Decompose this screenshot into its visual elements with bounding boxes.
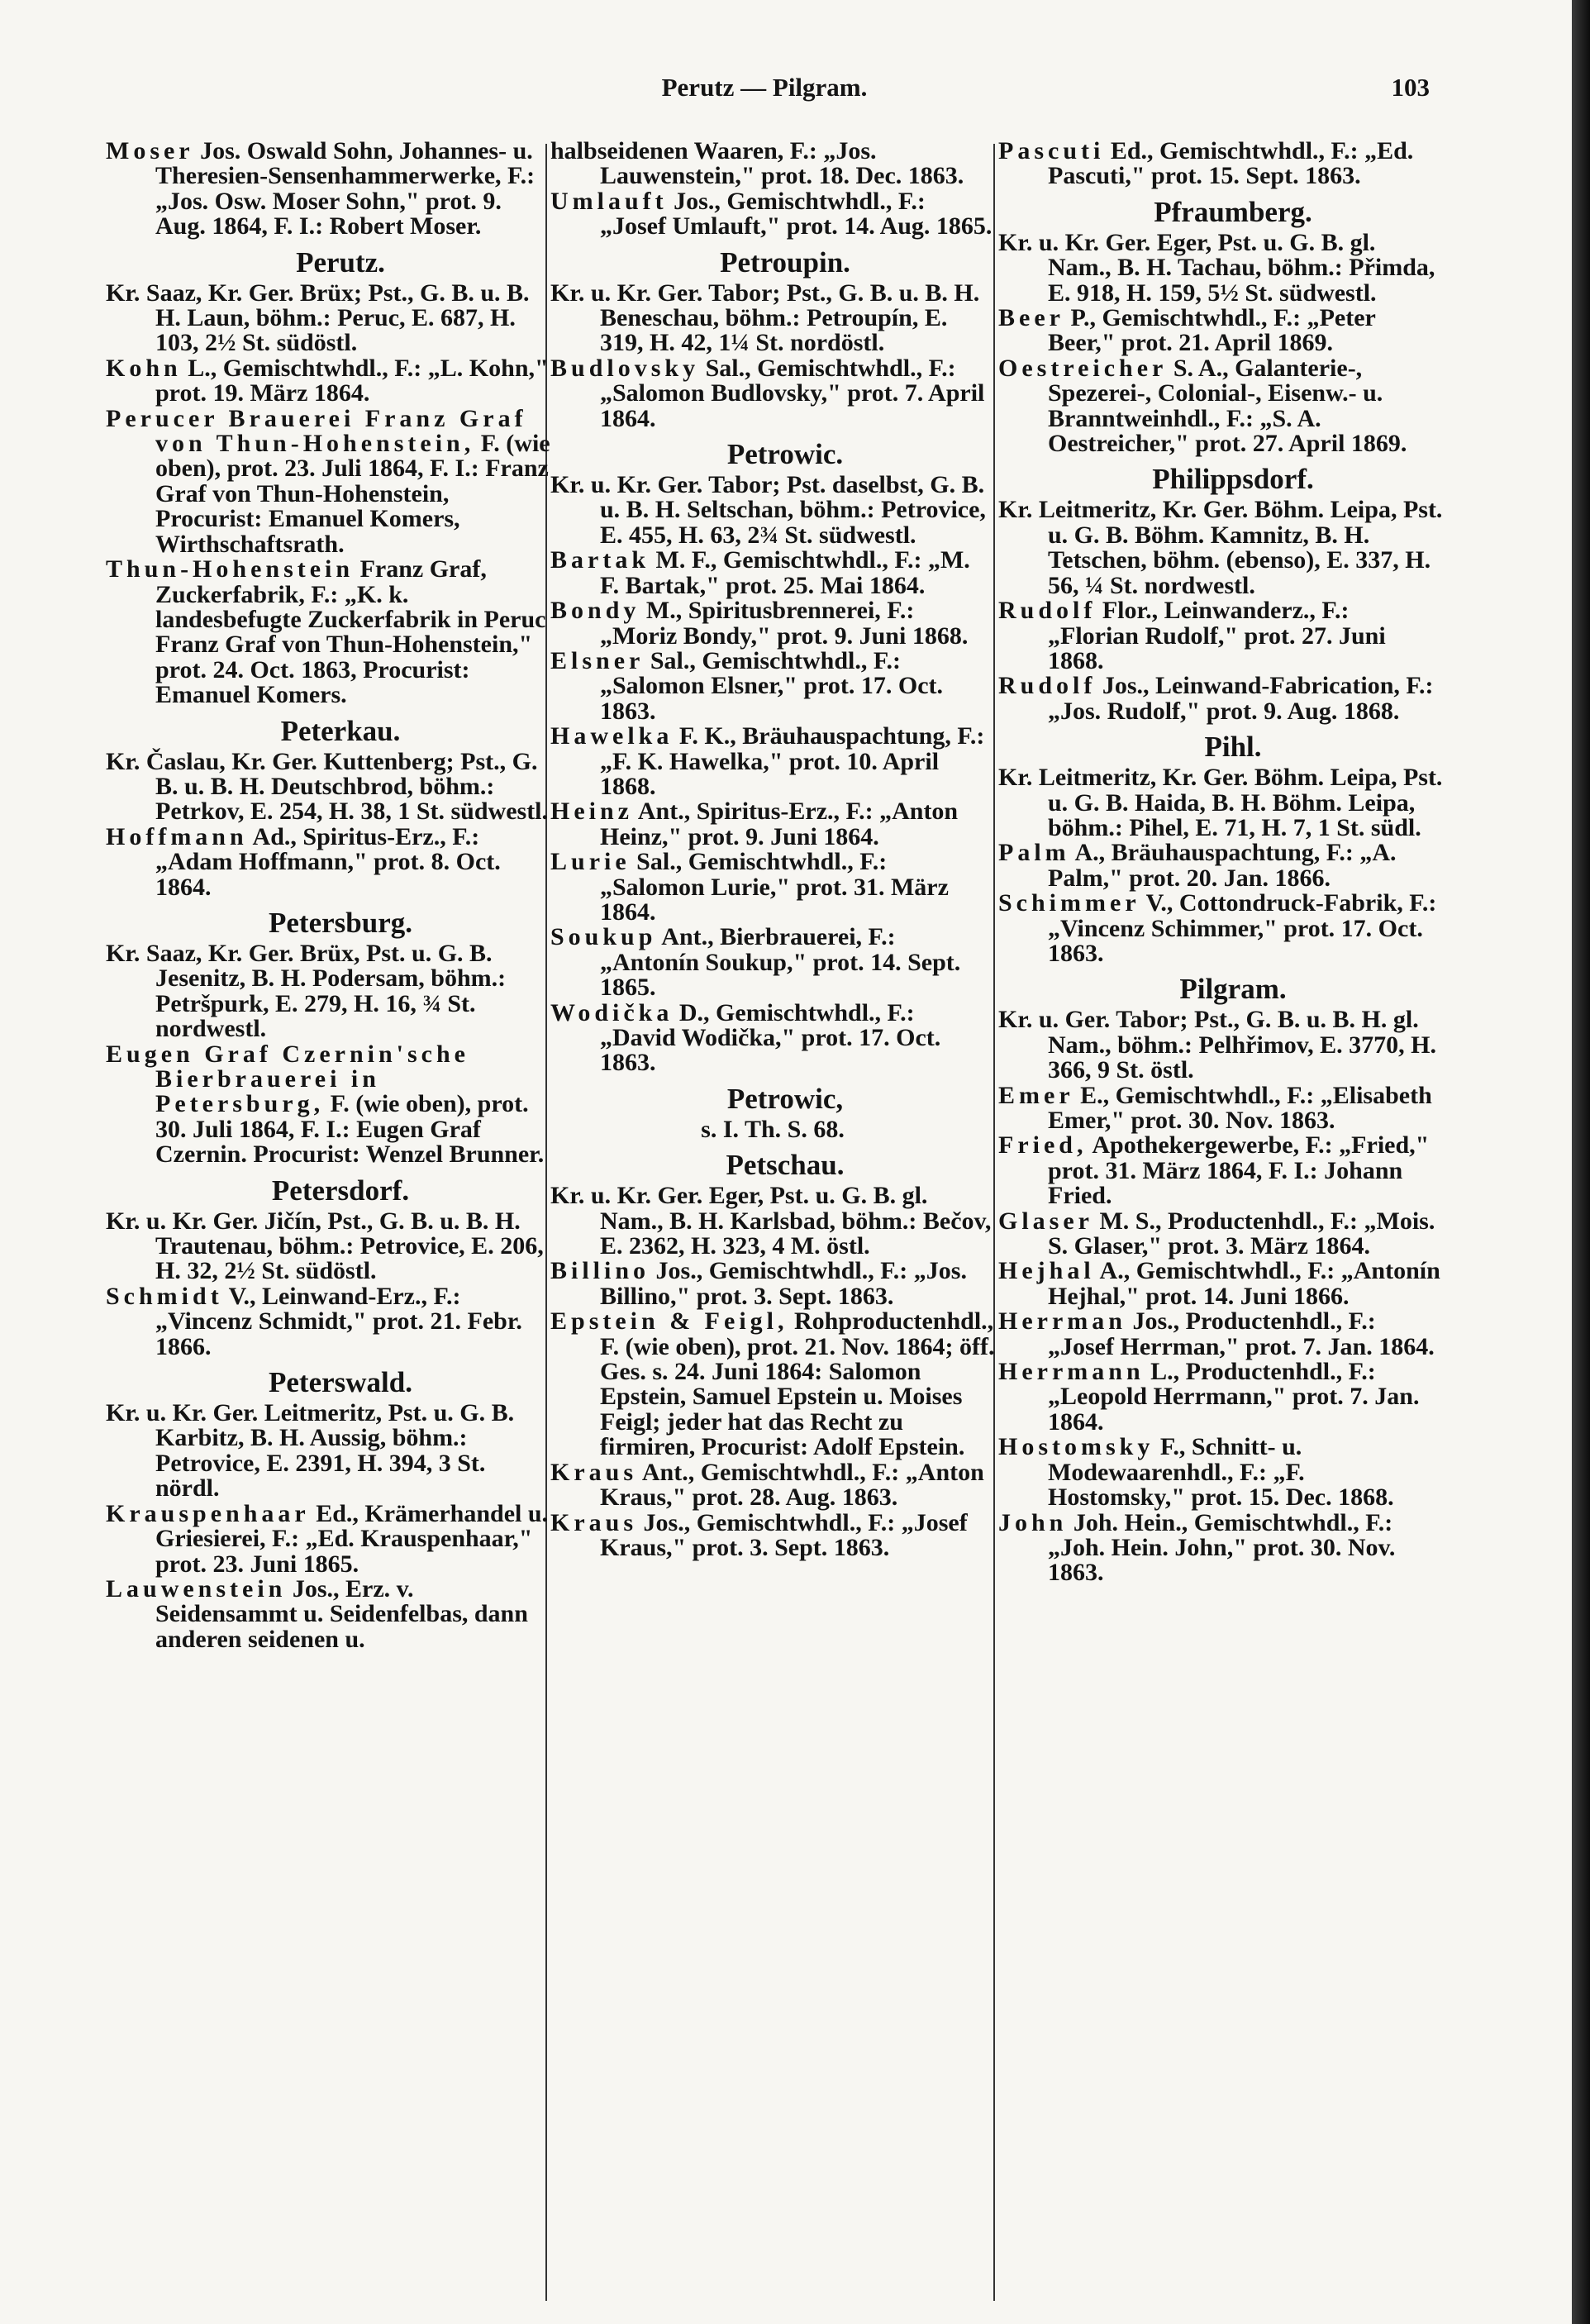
entry-text: Ad., Spiritus-Erz., F.: „Adam Hoffmann," prot. 8. Oct. 1864. [155, 822, 501, 901]
directory-entry [998, 1309, 1443, 1360]
directory-entry [106, 1574, 550, 1653]
entry-text: D., Gemischtwhdl., F.: „David Wodička," prot. 17. Oct. 1863. [600, 998, 941, 1077]
directory-entry [106, 941, 550, 1042]
directory-entry [550, 1309, 995, 1460]
entry-name: Schmidt [106, 1282, 223, 1310]
directory-entry [106, 557, 550, 707]
entry-text: Ant., Spiritus-Erz., F.: „Anton Heinz," prot. 9. Juni 1864. [600, 798, 959, 850]
entry-name: Kraus [550, 1508, 638, 1536]
entry-name: Lauwenstein [106, 1574, 287, 1603]
place-heading: Pilgram. [1179, 973, 1287, 1006]
directory-entry [998, 1209, 1443, 1260]
directory-entry [998, 356, 1443, 457]
entry-text: Jos., Erz. v. Seidensammt u. Seidenfelbas, dann anderen seidenen u. [155, 1574, 528, 1653]
entry-name: Hostomsky [998, 1433, 1154, 1461]
entry-name: Rudolf [998, 597, 1097, 625]
directory-entry [998, 841, 1443, 891]
directory-entry [998, 674, 1443, 724]
directory-entry [998, 891, 1443, 966]
entry-name: Billino [550, 1257, 650, 1285]
directory-entry [998, 598, 1443, 674]
entry-text: halbseidenen Waaren, F.: „Jos. Lauwenstein," prot. 18. Dec. 1863. [550, 137, 964, 190]
entry-name: Perucer Brauerei Franz Graf von Thun-Hohenstein, [106, 404, 527, 458]
directory-entry [550, 548, 995, 598]
entry-name: Lurie [550, 848, 631, 876]
directory-entry [998, 306, 1443, 356]
directory-entry [998, 1133, 1443, 1208]
entry-text: L., Gemischtwhdl., F.: „L. Kohn," prot. 19. März 1864. [155, 354, 549, 407]
entry-text: Franz Graf, Zuckerfabrik, F.: „K. k. landesbefugte Zuckerfabrik in Peruc Franz Graf von Thun-Hohenstein," prot. 24. Oct. 1863, Procurist: Emanuel Komers. [155, 555, 546, 709]
directory-entry [550, 189, 995, 240]
entry-name: Hejhal [998, 1257, 1095, 1285]
place-heading: Petrowic. [726, 438, 844, 471]
scan-edge [1572, 0, 1590, 2324]
directory-entry [550, 724, 995, 799]
entry-name: Hawelka [550, 722, 674, 750]
directory-entry [998, 1508, 1443, 1587]
entry-text: Kr. u. Kr. Ger. Tabor; Pst., G. B. u. B. H. Beneschau, böhm.: Petroupín, E. 319, H. 42, 1¼ St. nordöstl. [550, 279, 980, 357]
entry-text: Jos., Productenhdl., F.: „Josef Herrman," prot. 7. Jan. 1864. [1048, 1307, 1435, 1360]
directory-entry [550, 1183, 995, 1259]
entry-text: Apothekergewerbe, F.: „Fried," prot. 31. März 1864, F. I.: Johann Fried. [1048, 1131, 1430, 1210]
column-2 [550, 139, 995, 1560]
entry-text: V., Leinwand-Erz., F.: „Vincenz Schmidt," prot. 21. Febr. 1866. [155, 1282, 522, 1360]
column-1 [106, 139, 550, 1652]
entry-name: Soukup [550, 923, 657, 951]
directory-entry [106, 281, 550, 356]
directory-entry [550, 1259, 995, 1309]
directory-entry [998, 1435, 1443, 1510]
column-3 [998, 139, 1443, 1586]
entry-text: Sal., Gemischtwhdl., F.: „Salomon Lurie," prot. 31. März 1864. [600, 848, 949, 926]
directory-entry [550, 998, 995, 1077]
entry-text: Ed., Gemischtwhdl., F.: „Ed. Pascuti," prot. 15. Sept. 1863. [1048, 137, 1414, 190]
directory-entry [550, 1460, 995, 1511]
directory-entry [550, 850, 995, 925]
entry-name: Herrman [998, 1307, 1126, 1336]
directory-entry [550, 598, 995, 649]
entry-name: Budlovsky [550, 354, 700, 382]
directory-entry [998, 1259, 1443, 1309]
place-heading: Pihl. [1204, 731, 1262, 764]
directory-entry [550, 1508, 995, 1561]
directory-entry [550, 356, 995, 431]
entry-name: Hoffmann [106, 822, 248, 850]
directory-entry [550, 139, 995, 189]
entry-name: Oestreicher [998, 354, 1168, 382]
entry-text: Kr. Časlau, Kr. Ger. Kuttenberg; Pst., G. B. u. B. H. Deutschbrod, böhm.: Petrkov, E. 254, H. 38, 1 St. südwestl. [106, 747, 549, 826]
entry-text: Rohproductenhdl., F. (wie oben), prot. 21. Nov. 1864; öff. Ges. s. 24. Juni 1864: Salomon Epstein, Samuel Epstein u. Moises Feigl; jeder hat das Recht zu firmiren, Procurist: Adolf Epstein. [600, 1307, 995, 1461]
directory-entry [998, 139, 1443, 189]
directory-entry [550, 473, 995, 548]
entry-text: Joh. Hein., Gemischtwhdl., F.: „Joh. Hein. John," prot. 30. Nov. 1863. [1048, 1508, 1396, 1587]
directory-entry [998, 498, 1443, 598]
entry-text: Jos. Oswald Sohn, Johannes- u. Theresien-Sensenhammerwerke, F.: „Jos. Osw. Moser Sohn," prot. 9. Aug. 1864, F. I.: Robert Moser. [155, 137, 536, 240]
entry-text: A., Gemischtwhdl., F.: „Antonín Hejhal," prot. 14. Juni 1866. [1048, 1257, 1440, 1310]
entry-name: Rudolf [998, 672, 1097, 700]
place-heading: Petrowic, [726, 1082, 844, 1115]
directory-entry [550, 925, 995, 1000]
entry-text: Kr. Leitmeritz, Kr. Ger. Böhm. Leipa, Pst. u. G. B. Haida, B. H. Böhm. Leipa, böhm.: Pihel, E. 71, H. 7, 1 St. südl. [998, 764, 1443, 841]
entry-name: Kohn [106, 354, 182, 382]
entry-text: Sal., Gemischtwhdl., F.: „Salomon Budlovsky," prot. 7. April 1864. [600, 354, 985, 432]
entry-text: Kr. Saaz, Kr. Ger. Brüx, Pst. u. G. B. Jesenitz, B. H. Podersam, böhm.: Petršpurk, E. 279, H. 16, ¾ St. nordwestl. [106, 939, 507, 1043]
entry-text: Flor., Leinwanderz., F.: „Florian Rudolf," prot. 27. Juni 1868. [1048, 597, 1386, 674]
place-heading: Pfraumberg. [1154, 195, 1312, 228]
entry-text: Ant., Gemischtwhdl., F.: „Anton Kraus," prot. 28. Aug. 1863. [600, 1458, 984, 1512]
directory-entry [106, 139, 550, 240]
entry-name: Emer [998, 1081, 1074, 1109]
entry-name: Epstein & Feigl, [550, 1307, 788, 1336]
entry-text: F. K., Bräuhauspachtung, F.: „F. K. Hawelka," prot. 10. April 1868. [600, 722, 985, 800]
entry-text: Ant., Bierbrauerei, F.: „Antonín Soukup," prot. 14. Sept. 1865. [600, 923, 961, 1002]
entry-text: s. I. Th. S. 68. [701, 1115, 845, 1143]
entry-text: P., Gemischtwhdl., F.: „Peter Beer," prot. 21. April 1869. [1048, 304, 1376, 357]
entry-text: Jos., Leinwand-Fabrication, F.: „Jos. Rudolf," prot. 9. Aug. 1868. [1048, 672, 1434, 725]
directory-entry [106, 1401, 550, 1502]
directory-entry [106, 747, 550, 826]
directory-entry [998, 1360, 1443, 1435]
entry-text: Kr. Leitmeritz, Kr. Ger. Böhm. Leipa, Pst. u. G. B. Böhm. Kamnitz, B. H. Tetschen, böhm. (ebenso), E. 337, H. 56, ¼ St. nordwestl. [998, 496, 1443, 599]
entry-name: Glaser [998, 1207, 1093, 1235]
place-heading: Petschau. [726, 1149, 845, 1182]
directory-entry [106, 1284, 550, 1360]
entry-text: S. A., Galanterie-, Spezerei-, Colonial-, Eisenw.- u. Branntweinhdl., F.: „S. A. Oestreicher," prot. 27. April 1869. [1048, 354, 1407, 458]
place-heading: Petersdorf. [271, 1174, 410, 1207]
entry-text: L., Productenhdl., F.: „Leopold Herrmann," prot. 7. Jan. 1864. [1048, 1358, 1420, 1436]
entry-name: Kraus [550, 1458, 638, 1486]
entry-text: Jos., Gemischtwhdl., F.: „Josef Umlauft," prot. 14. Aug. 1865. [600, 187, 993, 240]
entry-name: Herrmann [998, 1358, 1145, 1386]
running-title: Perutz — Pilgram. [661, 73, 868, 102]
directory-entry [106, 404, 550, 558]
entry-name: Thun-Hohenstein [106, 555, 355, 583]
entry-text: V., Cottondruck-Fabrik, F.: „Vincenz Schimmer," prot. 17. Oct. 1863. [1048, 889, 1437, 967]
directory-entry [998, 1083, 1443, 1134]
directory-entry [998, 765, 1443, 841]
entry-name: Umlauft [550, 187, 668, 215]
directory-entry [106, 1042, 550, 1168]
directory-entry [106, 356, 550, 407]
entry-text: Kr. u. Ger. Tabor; Pst., G. B. u. B. H. gl. Nam., böhm.: Pelhřimov, E. 3770, H. 366, 9 St. östl. [998, 1006, 1436, 1084]
directory-entry [106, 1209, 550, 1284]
place-heading: Petroupin. [720, 245, 850, 279]
entry-text: E., Gemischtwhdl., F.: „Elisabeth Emer," prot. 30. Nov. 1863. [1048, 1081, 1432, 1134]
entry-text: Ed., Krämerhandel u. Griesierei, F.: „Ed. Krauspenhaar," prot. 23. Juni 1865. [155, 1499, 549, 1578]
entry-name: Krauspenhaar [106, 1499, 310, 1527]
entry-text: M. F., Gemischtwhdl., F.: „M. F. Bartak," prot. 25. Mai 1864. [600, 546, 970, 599]
place-heading: Peterswald. [269, 1366, 412, 1399]
place-heading: Petersburg. [269, 906, 412, 939]
entry-name: Schimmer [998, 889, 1140, 917]
entry-text: F. (wie oben), prot. 23. Juli 1864, F. I.: Franz Graf von Thun-Hohenstein, Procurist: Emanuel Komers, Wirthschaftsrath. [155, 430, 550, 558]
entry-text: M., Spiritusbrennerei, F.: „Moriz Bondy," prot. 9. Juni 1868. [600, 597, 969, 650]
entry-name: Bondy [550, 597, 640, 625]
place-heading: Philippsdorf. [1152, 463, 1314, 496]
directory-entry [998, 1007, 1443, 1083]
entry-name: Beer [998, 304, 1064, 332]
entry-text: Kr. u. Kr. Ger. Eger, Pst. u. G. B. gl. Nam., B. H. Karlsbad, böhm.: Bečov, E. 2362, H. 323, 4 M. östl. [550, 1182, 992, 1260]
directory-entry [998, 228, 1443, 307]
entry-text: A., Bräuhauspachtung, F.: „A. Palm," prot. 20. Jan. 1866. [1048, 839, 1397, 892]
entry-name: Bartak [550, 546, 650, 574]
place-heading: Peterkau. [280, 714, 401, 747]
directory-entry [106, 1499, 550, 1578]
entry-text: F. (wie oben), prot. 30. Juli 1864, F. I.: Eugen Graf Czernin. Procurist: Wenzel Brunner. [155, 1090, 545, 1169]
entry-name: Wodička [550, 998, 674, 1026]
entry-text: Jos., Gemischtwhdl., F.: „Jos. Billino," prot. 3. Sept. 1863. [600, 1257, 967, 1310]
entry-text: Jos., Gemischtwhdl., F.: „Josef Kraus," prot. 3. Sept. 1863. [600, 1508, 968, 1561]
entry-text: Kr. u. Kr. Ger. Leitmeritz, Pst. u. G. B. Karbitz, B. H. Aussig, böhm.: Petrovice, E. 2391, H. 394, 3 St. nördl. [106, 1399, 515, 1503]
directory-entry [550, 646, 995, 725]
entry-text: M. S., Productenhdl., F.: „Mois. S. Glaser," prot. 3. März 1864. [1048, 1207, 1435, 1260]
entry-text: Kr. u. Kr. Ger. Jičín, Pst., G. B. u. B. H. Trautenau, böhm.: Petrovice, E. 206, H. 32, 2½ St. südöstl. [106, 1207, 544, 1285]
cross-reference [550, 1117, 995, 1142]
entry-text: Kr. u. Kr. Ger. Tabor; Pst. daselbst, G. B. u. B. H. Seltschan, böhm.: Petrovice, E. 455, H. 63, 2¾ St. südwestl. [550, 471, 986, 549]
entry-name: Fried, [998, 1131, 1088, 1160]
entry-name: Elsner [550, 646, 645, 674]
page-number: 103 [1391, 73, 1430, 102]
entry-text: F., Schnitt- u. Modewaarenhdl., F.: „F. Hostomsky," prot. 15. Dec. 1868. [1048, 1433, 1394, 1512]
entry-name: Heinz [550, 798, 633, 826]
directory-entry [550, 281, 995, 356]
entry-text: Sal., Gemischtwhdl., F.: „Salomon Elsner," prot. 17. Oct. 1863. [600, 646, 944, 725]
entry-text: Kr. u. Kr. Ger. Eger, Pst. u. G. B. gl. Nam., B. H. Tachau, böhm.: Přimda, E. 918, H. 159, 5½ St. südwestl. [998, 228, 1435, 307]
entry-name: Pascuti [998, 137, 1105, 164]
directory-entry [106, 822, 550, 901]
entry-text: Kr. Saaz, Kr. Ger. Brüx; Pst., G. B. u. B. H. Laun, böhm.: Peruc, E. 687, H. 103, 2½ St. südöstl. [106, 279, 530, 357]
directory-entry [550, 799, 995, 850]
entry-name: Palm [998, 839, 1070, 867]
entry-name: Eugen Graf Czernin'sche Bierbrauerei in Petersburg, [106, 1040, 469, 1118]
page-header [99, 73, 1430, 112]
place-heading: Perutz. [296, 245, 385, 279]
entry-name: John [998, 1508, 1068, 1536]
entry-name: Moser [106, 137, 194, 164]
